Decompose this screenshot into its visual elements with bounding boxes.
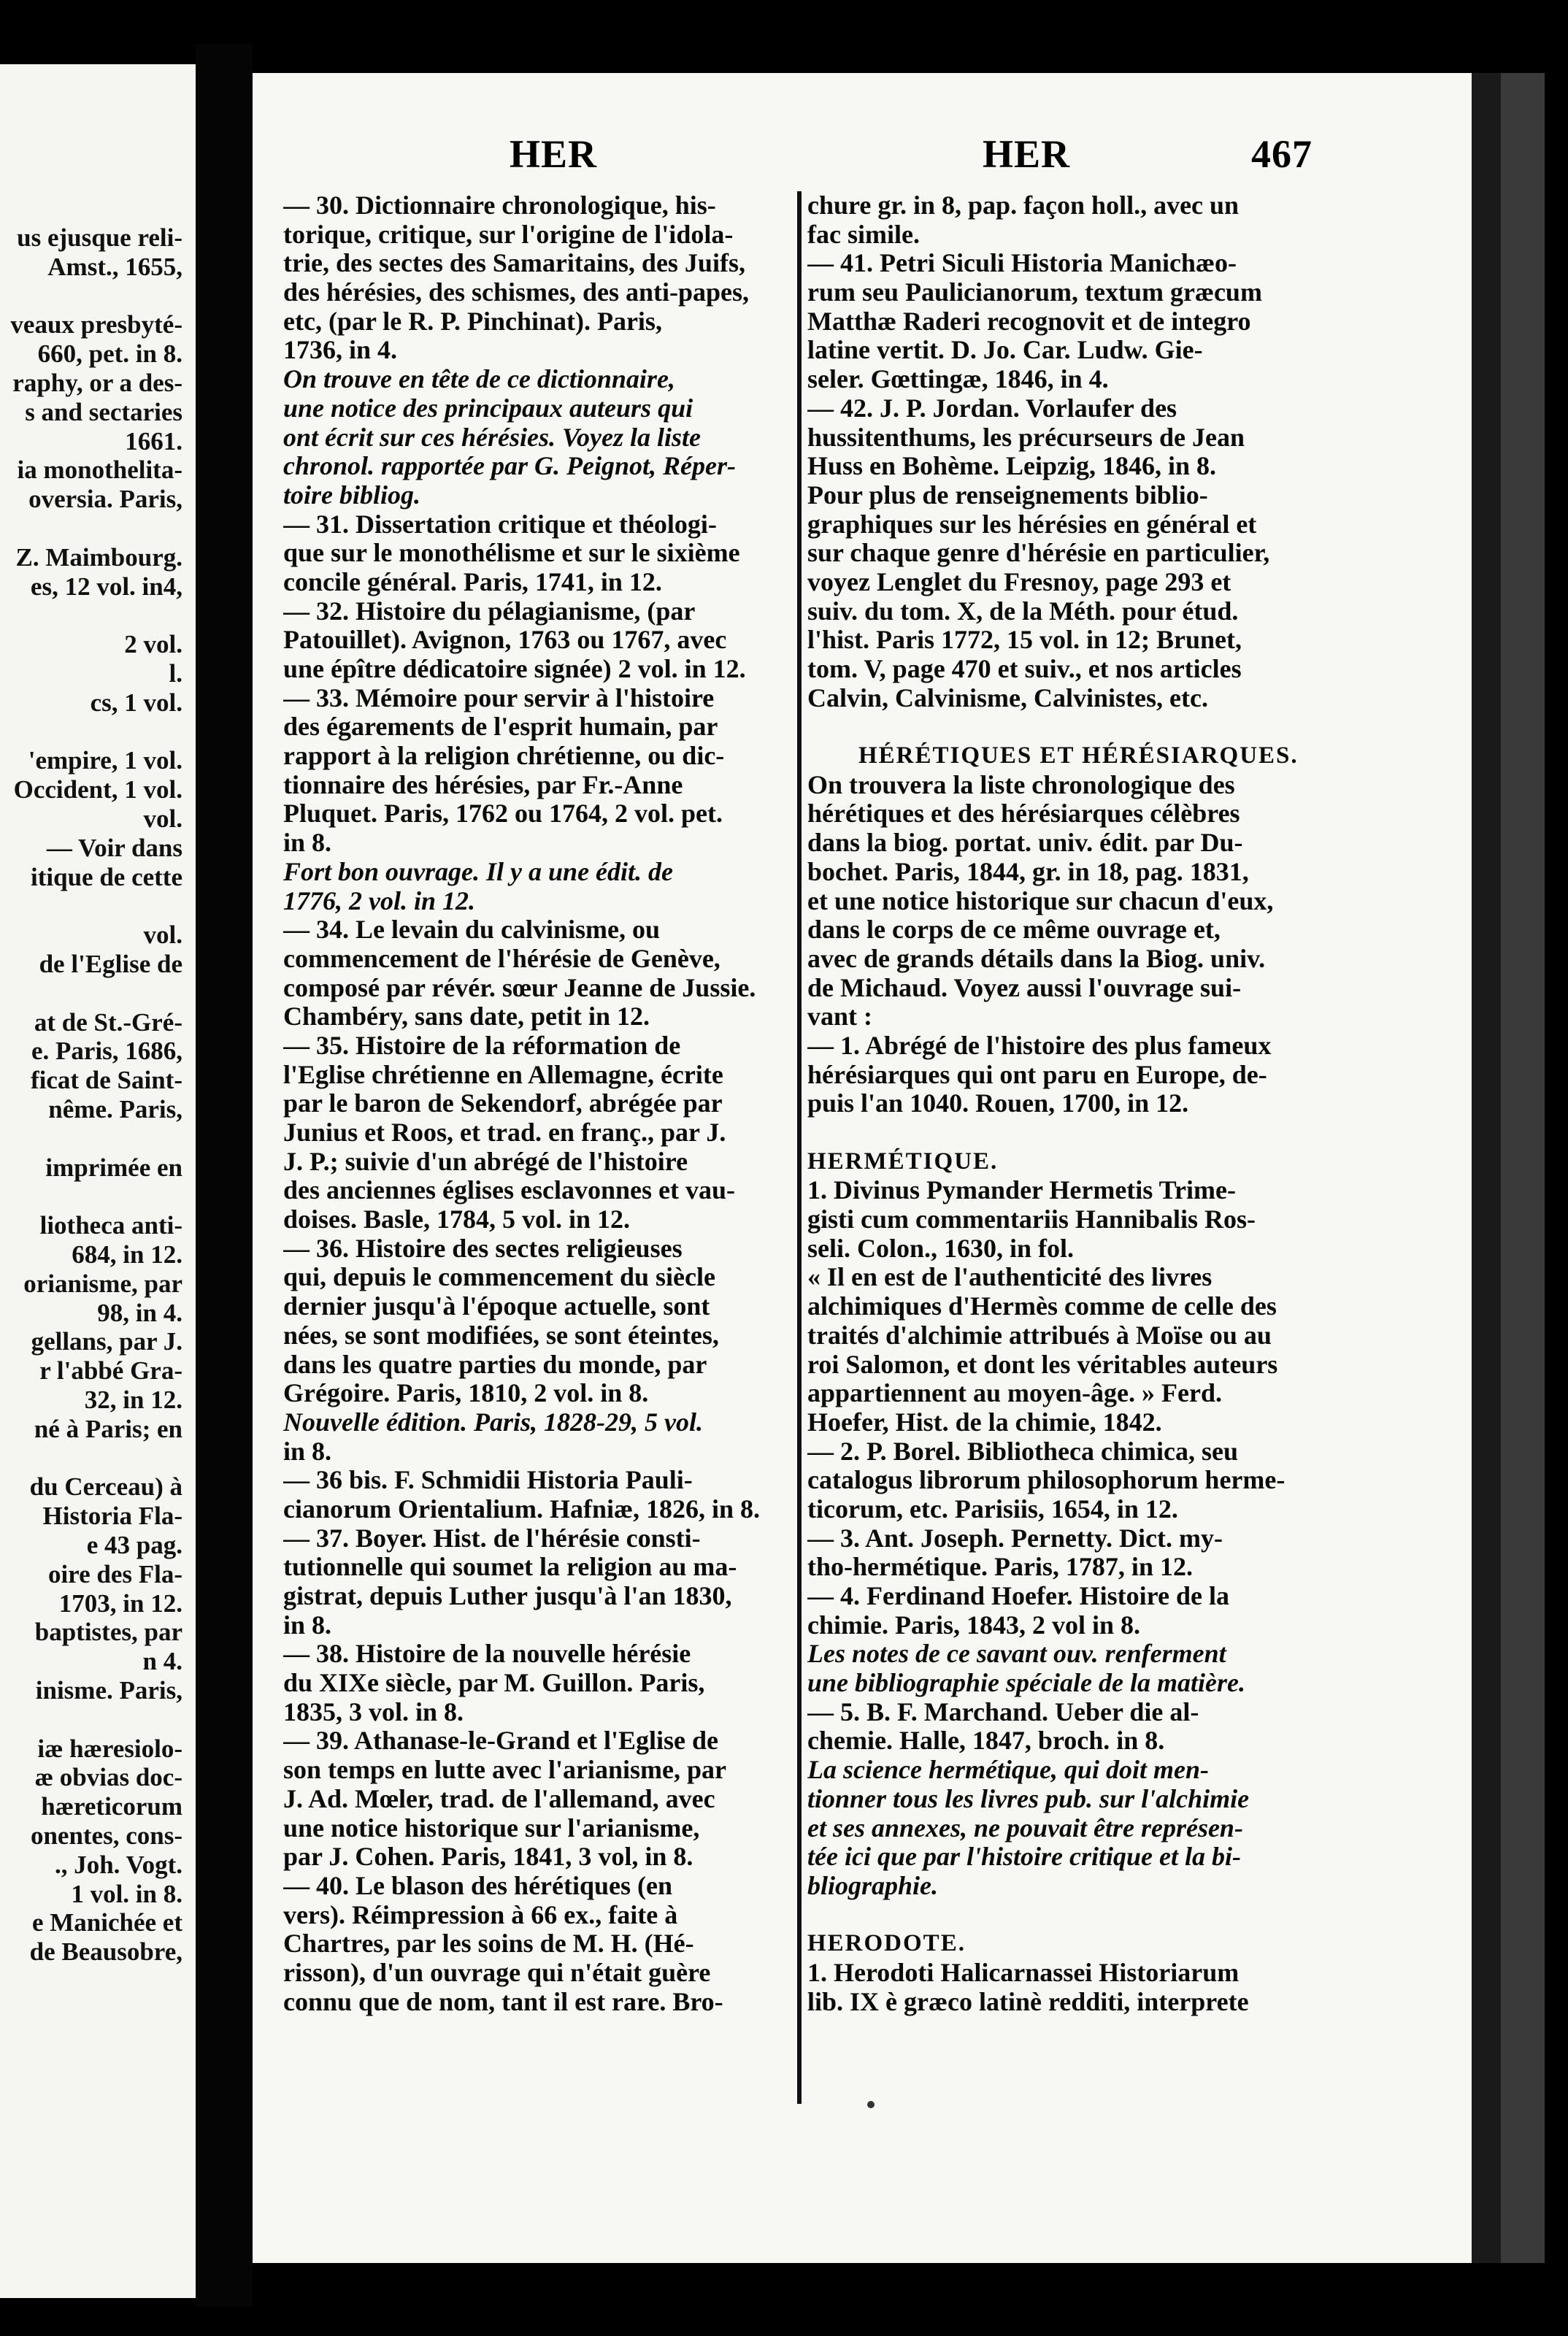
right-column-line: graphiques sur les hérésies en général et xyxy=(807,510,1257,539)
left-column-line: que sur le monothélisme et sur le sixième xyxy=(283,539,740,568)
right-column-line: 1. Herodoti Halicarnassei Historiarum xyxy=(807,1958,1240,1987)
left-fragment-line: l. xyxy=(169,659,182,688)
left-column-line: — 38. Histoire de la nouvelle hérésie xyxy=(283,1640,691,1669)
left-fragment-line: 'empire, 1 vol. xyxy=(28,746,182,775)
left-fragment-line: cs, 1 vol. xyxy=(90,688,182,717)
right-column-line: HÉRÉTIQUES ET HÉRÉSIARQUES. xyxy=(858,742,1299,769)
left-fragment-line: 2 vol. xyxy=(124,630,182,659)
right-column-line xyxy=(807,1118,1330,1148)
right-column-line: sur chaque genre d'hérésie en particulier, xyxy=(807,539,1270,568)
left-fragment-line: orianisme, par xyxy=(23,1269,182,1298)
left-fragment-line: e 43 pag. xyxy=(86,1531,182,1559)
left-column-line: Grégoire. Paris, 1810, 2 vol. in 8. xyxy=(283,1379,649,1408)
left-column-line: des hérésies, des schismes, des anti-papes, xyxy=(283,278,750,307)
right-column-line: et une notice historique sur chacun d'eux, xyxy=(807,886,1274,915)
left-column-line: in 8. xyxy=(283,1437,332,1466)
right-column-line: La science hermétique, qui doit men- xyxy=(807,1756,1209,1785)
book-page xyxy=(253,73,1472,2263)
left-fragment-line: de Beausobre, xyxy=(29,1937,182,1967)
left-column-line: 1736, in 4. xyxy=(283,336,398,365)
left-column-line: commencement de l'hérésie de Genève, xyxy=(283,944,720,973)
right-column-line: Huss en Bohème. Leipzig, 1846, in 8. xyxy=(807,452,1217,481)
right-column-line: — 3. Ant. Joseph. Pernetty. Dict. my- xyxy=(807,1524,1223,1553)
right-column-line: de Michaud. Voyez aussi l'ouvrage sui- xyxy=(807,973,1242,1002)
right-column-line: une bibliographie spéciale de la matière. xyxy=(807,1669,1245,1698)
left-fragment-line: 32, in 12. xyxy=(84,1386,182,1414)
left-fragment-line: 660, pet. in 8. xyxy=(37,339,182,369)
right-column-line: seler. Gœttingæ, 1846, in 4. xyxy=(807,365,1109,394)
running-head-right: HER xyxy=(983,132,1071,176)
left-column-line: Nouvelle édition. Paris, 1828-29, 5 vol. xyxy=(283,1407,703,1437)
left-column-line: — 34. Le levain du calvinisme, ou xyxy=(283,915,661,945)
left-page-fragment xyxy=(0,64,196,2298)
left-fragment-line: baptistes, par xyxy=(34,1618,182,1647)
right-column-line: bochet. Paris, 1844, gr. in 18, pag. 1831, xyxy=(807,857,1249,886)
right-column-line: bliographie. xyxy=(807,1871,939,1900)
right-column-line: catalogus librorum philosophorum herme- xyxy=(807,1466,1285,1495)
left-column-line: ont écrit sur ces hérésies. Voyez la liste xyxy=(283,423,701,452)
left-fragment-line: Historia Fla- xyxy=(42,1502,182,1531)
left-fragment-line: us ejusque reli- xyxy=(17,223,182,252)
left-column-line: in 8. xyxy=(283,829,332,858)
left-fragment-line: Z. Maimbourg. xyxy=(15,542,182,572)
left-column-line: — 40. Le blason des hérétiques (en xyxy=(283,1871,673,1900)
left-fragment-line: imprimée en xyxy=(45,1153,182,1182)
right-column-line: appartiennent au moyen-âge. » Ferd. xyxy=(807,1379,1222,1408)
left-fragment-line: e Manichée et xyxy=(31,1908,182,1937)
left-column-line: etc, (par le R. P. Pinchinat). Paris, xyxy=(283,307,662,336)
right-column-line: tée ici que par l'histoire critique et la bi- xyxy=(807,1843,1241,1872)
left-column-line: du XIXe siècle, par M. Guillon. Paris, xyxy=(283,1669,705,1698)
book-edge xyxy=(1501,73,1545,2263)
left-fragment-line: du Cerceau) à xyxy=(29,1472,182,1502)
right-column-line: suiv. du tom. X, de la Méth. pour étud. xyxy=(807,596,1239,626)
left-column-line: — 37. Boyer. Hist. de l'hérésie consti- xyxy=(283,1524,701,1553)
right-column-line: et ses annexes, ne pouvait être représen- xyxy=(807,1813,1243,1843)
right-column-line: — 42. J. P. Jordan. Vorlaufer des xyxy=(807,393,1177,423)
left-fragment-line: ficat de Saint- xyxy=(30,1066,182,1095)
left-column-line: une notice des principaux auteurs qui xyxy=(283,393,693,423)
right-column-line: On trouvera la liste chronologique des xyxy=(807,770,1235,799)
right-column-line: tom. V, page 470 et suiv., et nos articles xyxy=(807,655,1242,683)
left-fragment-line: gellans, par J. xyxy=(31,1327,182,1356)
left-column-line: gistrat, depuis Luther jusqu'à l'an 1830, xyxy=(283,1582,732,1610)
right-column-line: — 41. Petri Siculi Historia Manichæo- xyxy=(807,249,1237,278)
left-fragment-line: vol. xyxy=(143,804,182,833)
right-column-line: dans le corps de ce même ouvrage et, xyxy=(807,915,1221,945)
left-column-line: — 31. Dissertation critique et théologi- xyxy=(283,510,717,539)
left-fragment-line: s and sectaries xyxy=(25,397,182,426)
left-column-line: in 8. xyxy=(283,1610,332,1640)
left-column-line: dernier jusqu'à l'époque actuelle, sont xyxy=(283,1292,710,1321)
right-column-line: hussitenthums, les précurseurs de Jean xyxy=(807,423,1245,452)
left-column-line: cianorum Orientalium. Hafniæ, 1826, in 8. xyxy=(283,1494,761,1524)
left-column-line: vers). Réimpression à 66 ex., faite à xyxy=(283,1900,678,1929)
left-column-line: J. P.; suivie d'un abrégé de l'histoire xyxy=(283,1147,688,1176)
left-column-line: J. Ad. Mœler, trad. de l'allemand, avec xyxy=(283,1784,715,1813)
left-column-line: nées, se sont modifiées, se sont éteintes, xyxy=(283,1321,719,1350)
left-fragment-line: 98, in 4. xyxy=(97,1298,182,1327)
column-divider xyxy=(797,191,802,2104)
left-fragment-line: vol. xyxy=(143,921,182,950)
left-column-line: tutionnelle qui soumet la religion au ma- xyxy=(283,1553,737,1582)
page-number: 467 xyxy=(1251,132,1313,176)
right-column-line: alchimiques d'Hermès comme de celle des xyxy=(807,1292,1277,1321)
right-column-line xyxy=(807,1901,1330,1930)
left-column-line: — 33. Mémoire pour servir à l'histoire xyxy=(283,683,715,712)
left-column-line: — 36 bis. F. Schmidii Historia Pauli- xyxy=(283,1466,693,1495)
right-column-line: puis l'an 1040. Rouen, 1700, in 12. xyxy=(807,1089,1189,1118)
left-column-line: Pluquet. Paris, 1762 ou 1764, 2 vol. pet. xyxy=(283,799,723,829)
left-column-line: connu que de nom, tant il est rare. Bro- xyxy=(283,1987,723,2016)
left-fragment-line: 1 vol. in 8. xyxy=(71,1879,182,1908)
left-fragment-line: æ obvias doc- xyxy=(34,1763,182,1792)
left-fragment-line: Amst., 1655, xyxy=(47,252,182,281)
book-gutter xyxy=(196,44,253,2307)
left-column-line: une épître dédicatoire signée) 2 vol. in 12. xyxy=(283,655,746,683)
right-column-line: rum seu Paulicianorum, textum græcum xyxy=(807,278,1262,307)
left-column-line: On trouve en tête de ce dictionnaire, xyxy=(283,365,675,394)
left-column-line: — 32. Histoire du pélagianisme, (par xyxy=(283,596,696,626)
running-head-left: HER xyxy=(510,132,598,176)
text-column-right xyxy=(807,191,1330,2016)
right-column-line: — 2. P. Borel. Bibliotheca chimica, seu xyxy=(807,1437,1238,1466)
left-fragment-line: liotheca anti- xyxy=(39,1211,182,1240)
right-column-line: Matthæ Raderi recognovit et de integro xyxy=(807,307,1251,336)
left-fragment-line: nême. Paris, xyxy=(48,1095,182,1123)
left-column-line: qui, depuis le commencement du siècle xyxy=(283,1263,715,1292)
left-column-line: Chambéry, sans date, petit in 12. xyxy=(283,1002,650,1031)
left-column-line: l'Eglise chrétienne en Allemagne, écrite xyxy=(283,1060,723,1089)
right-column-line: Hoefer, Hist. de la chimie, 1842. xyxy=(807,1407,1162,1437)
left-fragment-line: iæ hæresiolo- xyxy=(37,1734,182,1763)
right-column-line: tho-hermétique. Paris, 1787, in 12. xyxy=(807,1553,1193,1582)
left-fragment-line: e. Paris, 1686, xyxy=(31,1037,182,1066)
right-column-line: ticorum, etc. Parisiis, 1654, in 12. xyxy=(807,1494,1178,1524)
left-fragment-line: hæreticorum xyxy=(41,1792,182,1821)
right-column-line: avec de grands détails dans la Biog. univ. xyxy=(807,944,1266,973)
left-column-line: Chartres, par les soins de M. H. (Hé- xyxy=(283,1929,694,1959)
left-fragment-line: 1703, in 12. xyxy=(58,1588,182,1618)
right-column-line: chimie. Paris, 1843, 2 vol in 8. xyxy=(807,1610,1140,1640)
left-column-line: Fort bon ouvrage. Il y a une édit. de xyxy=(283,857,674,886)
left-fragment-line: veaux presbyté- xyxy=(10,310,182,339)
left-column-line: des anciennes églises esclavonnes et vau- xyxy=(283,1176,735,1205)
left-column-line: par J. Cohen. Paris, 1841, 3 vol, in 8. xyxy=(283,1843,693,1872)
right-column-line: — 4. Ferdinand Hoefer. Histoire de la xyxy=(807,1582,1229,1610)
right-column-line: HERODOTE. xyxy=(807,1930,966,1957)
right-column-line: Les notes de ce savant ouv. renferment xyxy=(807,1640,1226,1669)
right-column-line xyxy=(807,712,1330,742)
page-mark xyxy=(867,2101,875,2108)
right-column-line: HERMÉTIQUE. xyxy=(807,1148,999,1175)
left-column-line: — 30. Dictionnaire chronologique, his- xyxy=(283,191,716,220)
left-fragment-line: 1661. xyxy=(125,426,182,456)
right-column-line: traités d'alchimie attribués à Moïse ou au xyxy=(807,1321,1272,1350)
left-fragment-line: oire des Fla- xyxy=(47,1559,182,1588)
left-fragment-line: oversia. Paris, xyxy=(28,485,182,514)
left-column-line: — 35. Histoire de la réformation de xyxy=(283,1031,681,1060)
right-column-line: hérésiarques qui ont paru en Europe, de- xyxy=(807,1060,1267,1089)
left-fragment-line: — Voir dans xyxy=(46,833,182,862)
left-column-line: une notice historique sur l'arianisme, xyxy=(283,1813,700,1843)
left-column-line: des égarements de l'esprit humain, par xyxy=(283,712,718,742)
left-fragment-line: itique de cette xyxy=(31,862,182,891)
right-column-line: l'hist. Paris 1772, 15 vol. in 12; Brunet, xyxy=(807,626,1242,655)
left-column-line: dans les quatre parties du monde, par xyxy=(283,1350,707,1379)
left-fragment-line: onentes, cons- xyxy=(30,1821,182,1850)
left-column-line: tionnaire des hérésies, par Fr.-Anne xyxy=(283,770,683,799)
left-column-line: rapport à la religion chrétienne, ou dic- xyxy=(283,742,725,771)
right-column-line: chure gr. in 8, pap. façon holl., avec un xyxy=(807,191,1240,220)
left-column-line: 1776, 2 vol. in 12. xyxy=(283,886,476,915)
right-column-line: tionner tous les livres pub. sur l'alchimie xyxy=(807,1784,1250,1813)
left-fragment-line: n 4. xyxy=(142,1647,182,1676)
left-column-line: — 36. Histoire des sectes religieuses xyxy=(283,1234,683,1263)
left-column-line: risson), d'un ouvrage qui n'était guère xyxy=(283,1958,711,1987)
left-column-line: Junius et Roos, et trad. en franç., par J. xyxy=(283,1118,726,1147)
right-column-line: roi Salomon, et dont les véritables auteurs xyxy=(807,1350,1278,1379)
left-column-line: trie, des sectes des Samaritains, des Juifs, xyxy=(283,249,745,278)
left-fragment-line: raphy, or a des- xyxy=(12,369,182,397)
right-column-line: seli. Colon., 1630, in fol. xyxy=(807,1234,1075,1263)
right-column-line: dans la biog. portat. univ. édit. par Du- xyxy=(807,829,1243,858)
left-column-line: 1835, 3 vol. in 8. xyxy=(283,1697,464,1726)
right-column-line: vant : xyxy=(807,1002,872,1031)
left-column-line: concile général. Paris, 1741, in 12. xyxy=(283,567,662,596)
left-column-line: chronol. rapportée par G. Peignot, Réper- xyxy=(283,452,736,481)
right-column-line: Calvin, Calvinisme, Calvinistes, etc. xyxy=(807,683,1208,712)
right-column-line: — 5. B. F. Marchand. Ueber die al- xyxy=(807,1697,1199,1726)
right-column-line: 1. Divinus Pymander Hermetis Trime- xyxy=(807,1176,1236,1205)
right-column-line: gisti cum commentariis Hannibalis Ros- xyxy=(807,1205,1256,1234)
left-column-line: torique, critique, sur l'origine de l'idola- xyxy=(283,220,734,249)
page-edge-shadow xyxy=(1472,73,1501,2263)
left-column-line: — 39. Athanase-le-Grand et l'Eglise de xyxy=(283,1726,718,1756)
left-fragment-line: 684, in 12. xyxy=(72,1240,182,1269)
right-column-line: hérétiques et des hérésiarques célèbres xyxy=(807,799,1240,829)
left-fragment-line: inisme. Paris, xyxy=(35,1676,182,1705)
right-column-line: — 1. Abrégé de l'histoire des plus fameux xyxy=(807,1031,1272,1060)
right-column-line: fac simile. xyxy=(807,220,920,249)
text-column-left xyxy=(283,191,794,2016)
left-fragment-line: né à Paris; en xyxy=(34,1414,182,1443)
left-column-line: par le baron de Sekendorf, abrégée par xyxy=(283,1089,723,1118)
left-column-line: toire bibliog. xyxy=(283,480,420,510)
right-column-line: latine vertit. D. Jo. Car. Ludw. Gie- xyxy=(807,336,1203,365)
left-fragment-line: at de St.-Gré- xyxy=(34,1007,182,1037)
left-column-line: composé par révér. sœur Jeanne de Jussie. xyxy=(283,973,756,1002)
right-column-line: chemie. Halle, 1847, broch. in 8. xyxy=(807,1726,1165,1756)
left-fragment-line: ., Joh. Vogt. xyxy=(54,1850,182,1879)
right-column-line: Pour plus de renseignements biblio- xyxy=(807,480,1208,510)
left-fragment-line: es, 12 vol. in4, xyxy=(30,572,182,601)
left-fragment-line: r l'abbé Gra- xyxy=(39,1356,182,1386)
left-fragment-line: de l'Eglise de xyxy=(39,950,182,978)
right-column-line: « Il en est de l'authenticité des livres xyxy=(807,1263,1212,1292)
right-column-line: lib. IX è græco latinè redditi, interprete xyxy=(807,1987,1249,2016)
right-column-line: voyez Lenglet du Fresnoy, page 293 et xyxy=(807,567,1231,596)
left-column-line: doises. Basle, 1784, 5 vol. in 12. xyxy=(283,1205,631,1234)
left-fragment-line: Occident, 1 vol. xyxy=(13,775,182,804)
left-column-line: Patouillet). Avignon, 1763 ou 1767, avec xyxy=(283,626,727,655)
left-fragment-line: ia monothelita- xyxy=(17,456,182,485)
left-column-line: son temps en lutte avec l'arianisme, par xyxy=(283,1756,726,1785)
